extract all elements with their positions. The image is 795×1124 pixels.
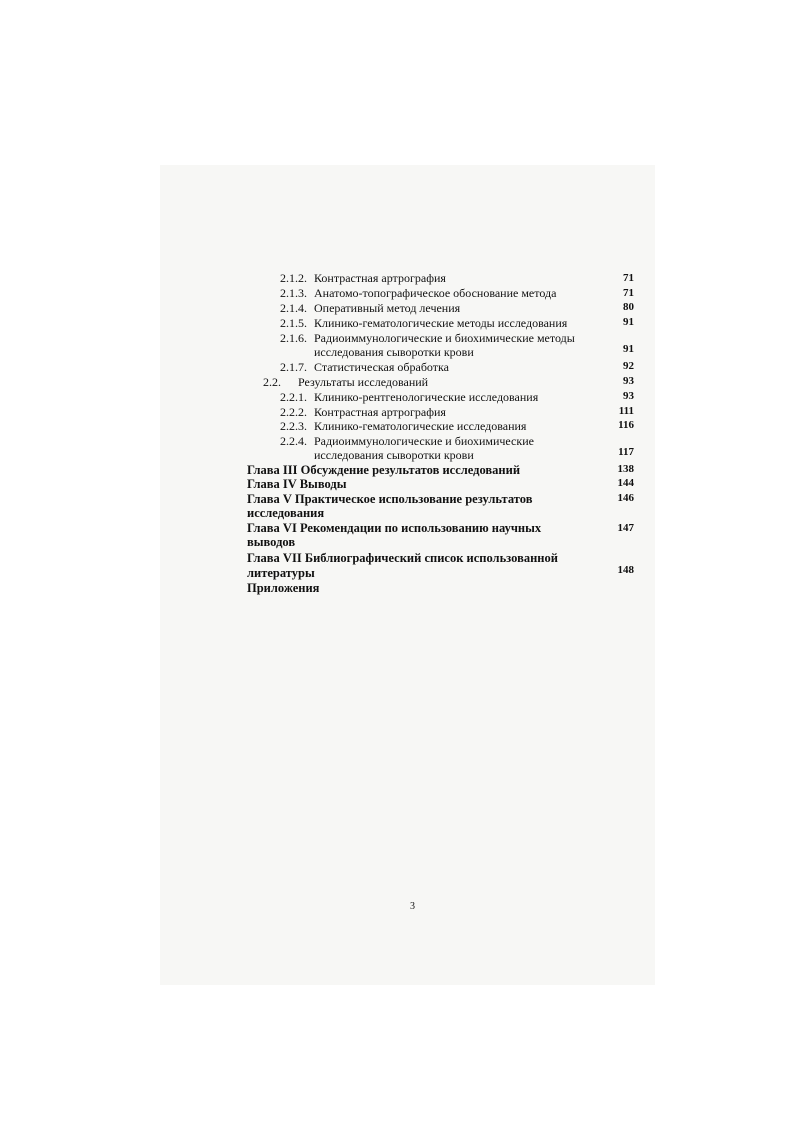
toc-entry-number: 2.1.3.	[280, 286, 307, 300]
toc-entry-page: 116	[618, 419, 634, 431]
toc-entry-title: Оперативный метод лечения	[314, 301, 461, 315]
toc-entry-page: 93	[623, 375, 634, 387]
toc-entry-title-line2: исследования сыворотки крови	[314, 345, 474, 359]
toc-chapter: Глава VII Библиографический список использованной	[247, 551, 558, 565]
toc-chapter-continuation: исследования	[247, 506, 325, 520]
toc-section-number: 2.2.	[263, 375, 281, 389]
toc-entry-title: Контрастная артрография	[314, 405, 446, 419]
toc-section-title: Результаты исследований	[298, 375, 429, 389]
toc-entry-page: 93	[623, 390, 634, 402]
toc-entry-title: Клинико-гематологические исследования	[314, 419, 527, 433]
toc-entry-number: 2.2.4.	[280, 434, 307, 448]
toc-entry-page: 71	[623, 287, 634, 299]
toc-entry-page: 117	[618, 446, 634, 458]
toc-chapter: Глава VI Рекомендации по использованию научных	[247, 521, 542, 535]
toc-entry-number: 2.1.7.	[280, 360, 307, 374]
toc-entry-continuation	[314, 448, 474, 462]
toc-entry-title: Статистическая обработка	[314, 360, 449, 374]
toc-chapter-page: 144	[617, 477, 634, 489]
toc-chapter-page: 148	[617, 564, 634, 576]
toc-entry-number: 2.1.6.	[280, 331, 307, 345]
toc-chapter-continuation: литературы	[247, 566, 315, 580]
toc-entry-number: 2.2.1.	[280, 390, 307, 404]
toc-entry-page: 71	[623, 272, 634, 284]
toc-entry-title: Контрастная артрография	[314, 271, 446, 285]
toc-entry-page: 92	[623, 360, 634, 372]
toc-chapter-page: 138	[617, 463, 634, 475]
toc-entry-page: 80	[623, 301, 634, 313]
toc-entry-number: 2.2.2.	[280, 405, 307, 419]
toc-entry-page: 91	[623, 316, 634, 328]
toc-chapter: Глава III Обсуждение результатов исследований	[247, 463, 521, 477]
toc-chapter: Приложения	[247, 581, 320, 595]
toc-chapter: Глава IV Выводы	[247, 477, 347, 491]
toc-entry-title: Радиоиммунологические и биохимические	[314, 434, 534, 448]
toc-chapter: Глава V Практическое использование результатов	[247, 492, 533, 506]
toc-entry-number: 2.1.4.	[280, 301, 307, 315]
toc-entry-continuation	[314, 345, 474, 359]
toc-entry-page: 91	[623, 343, 634, 355]
toc-entry-title: Клинико-гематологические методы исследования	[314, 316, 568, 330]
toc-entry-number: 2.2.3.	[280, 419, 307, 433]
toc-entry-title: Анатомо-топографическое обоснование метода	[314, 286, 557, 300]
toc-entry-number: 2.1.2.	[280, 271, 307, 285]
page-number: 3	[410, 901, 415, 912]
toc-entry-title: Клинико-рентгенологические исследования	[314, 390, 539, 404]
toc-chapter-continuation: выводов	[247, 535, 296, 549]
toc-entry-number: 2.1.5.	[280, 316, 307, 330]
toc-entry-title: Радиоиммунологические и биохимические методы	[314, 331, 575, 345]
toc-entry-page: 111	[618, 405, 634, 417]
toc-chapter-page: 147	[617, 522, 634, 534]
toc-chapter-page: 146	[617, 492, 634, 504]
toc-entry-title-line2: исследования сыворотки крови	[314, 448, 474, 462]
